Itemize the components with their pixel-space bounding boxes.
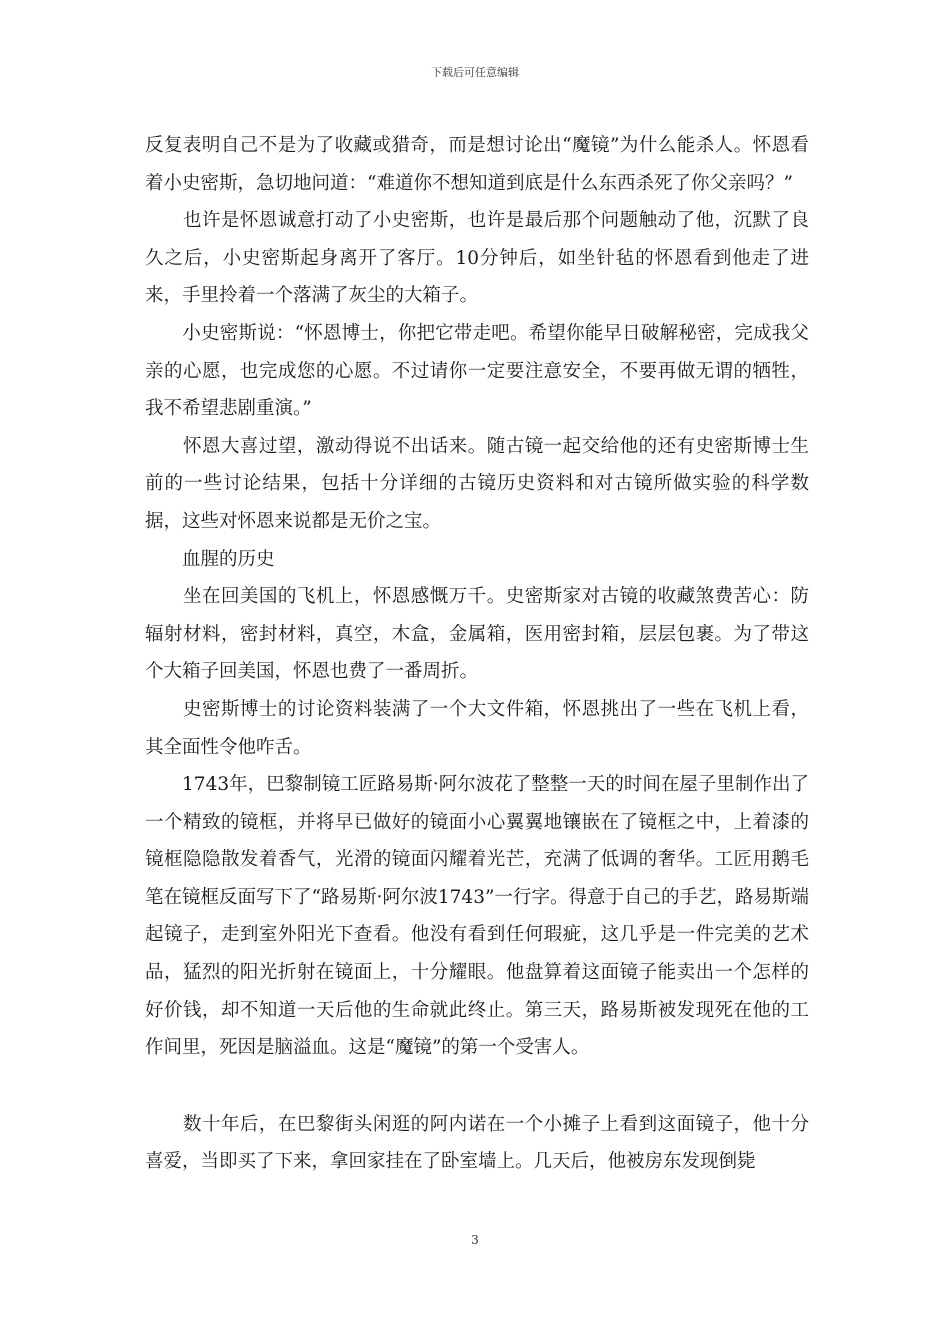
paragraph: 坐在回美国的飞机上，怀恩感慨万千。史密斯家对古镜的收藏煞费苦心：防辐射材料，密封材料，真空，木盒，金属箱，医用密封箱，层层包裹。为了带这个大箱子回美国，怀恩也费了一番周折。 <box>145 586 809 683</box>
paragraph: 反复表明自己不是为了收藏或猎奇，而是想讨论出“魔镜”为什么能杀人。怀恩看着小史密斯，急切地问道：“难道你不想知道到底是什么东西杀死了你父亲吗？” <box>145 135 809 194</box>
paragraph-spacer <box>145 1067 809 1106</box>
paragraph: 小史密斯说：“怀恩博士，你把它带走吧。希望你能早日破解秘密，完成我父亲的心愿，也完成您的心愿。不过请你一定要注意安全，不要再做无谓的牺牲，我不希望悲剧重演。” <box>145 322 809 420</box>
paragraph: 怀恩大喜过望，激动得说不出话来。随古镜一起交给他的还有史密斯博士生前的一些讨论结果，包括十分详细的古镜历史资料和对古镜所做实验的科学数据，这些对怀恩来说都是无价之宝。 <box>145 435 809 532</box>
paragraph: 史密斯博士的讨论资料装满了一个大文件箱，怀恩挑出了一些在飞机上看，其全面性令他咋舌。 <box>145 698 809 758</box>
paragraph: 数十年后，在巴黎街头闲逛的阿内诺在一个小摊子上看到这面镜子，他十分喜爱，当即买了下来，拿回家挂在了卧室墙上。几天后，他被房东发现倒毙 <box>145 1113 809 1173</box>
paragraph: 也许是怀恩诚意打动了小史密斯，也许是最后那个问题触动了他，沉默了良久之后，小史密斯起身离开了客厅。10分钟后，如坐针毡的怀恩看到他走了进来，手里拎着一个落满了灰尘的大箱子。 <box>145 210 809 307</box>
document-body <box>145 127 809 1181</box>
paragraph: 1743年，巴黎制镜工匠路易斯·阿尔波花了整整一天的时间在屋子里制作出了一个精致的镜框，并将早已做好的镜面小心翼翼地镶嵌在了镜框之中，上着漆的镜框隐隐散发着香气，光滑的镜面闪耀着光芒，充满了低调的奢华。工匠用鹅毛笔在镜框反面写下了“路易斯·阿尔波1743”一行字。得意于自己的手艺，路易斯端起镜子，走到室外阳光下查看。他没有看到任何瑕疵，这几乎是一件完美的艺术品，猛烈的阳光折射在镜面上，十分耀眼。他盘算着这面镜子能卖出一个怎样的好价钱，却不知道一天后他的生命就此终止。第三天，路易斯被发现死在他的工作间里，死因是脑溢血。这是“魔镜”的第一个受害人。 <box>145 774 809 1059</box>
section-heading: 血腥的历史 <box>145 548 275 570</box>
page-number: 3 <box>471 1233 479 1247</box>
page-header: 下载后可任意编辑 <box>431 66 519 79</box>
